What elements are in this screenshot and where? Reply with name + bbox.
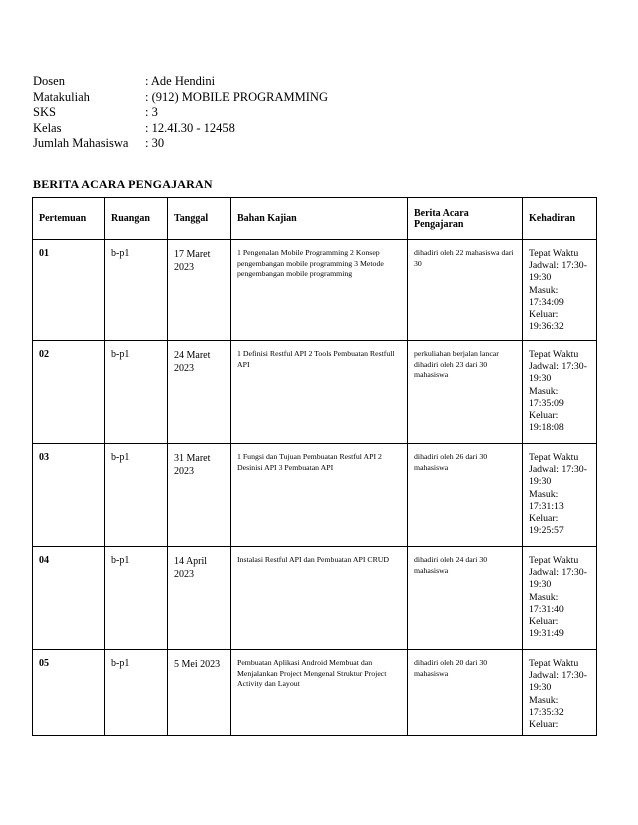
- kehadiran-status: Tepat Waktu: [529, 555, 579, 566]
- kehadiran-jadwal: Jadwal: 17:30-19:30: [529, 464, 587, 488]
- header-ruangan: Ruangan: [105, 198, 168, 240]
- cell-pertemuan: 02: [33, 341, 105, 444]
- table-row: [33, 444, 597, 547]
- cell-pertemuan: 03: [33, 444, 105, 547]
- cell-bahan-kajian: Instalasi Restful API dan Pembuatan API CRUD: [231, 547, 408, 650]
- kehadiran-jadwal: Jadwal: 17:30-19:30: [529, 361, 587, 385]
- info-kelas: [33, 121, 328, 137]
- cell-bahan-kajian: 1 Definisi Restful API 2 Tools Pembuatan Restfull API: [231, 341, 408, 444]
- table-row: [33, 547, 597, 650]
- header-pertemuan: Pertemuan: [33, 198, 105, 240]
- kehadiran-keluar: Keluar: 19:36:32: [529, 309, 564, 333]
- header-bahan-kajian: Bahan Kajian: [231, 198, 408, 240]
- cell-ruangan: b-p1: [105, 547, 168, 650]
- cell-berita-acara: dihadiri oleh 20 dari 30 mahasiswa: [408, 650, 523, 736]
- cell-berita-acara: dihadiri oleh 26 dari 30 mahasiswa: [408, 444, 523, 547]
- kehadiran-masuk: Masuk: 17:35:32: [529, 694, 564, 718]
- kehadiran-status: Tepat Waktu: [529, 452, 579, 463]
- header-berita-acara: Berita Acara Pengajaran: [408, 198, 523, 240]
- info-sks: [33, 105, 328, 121]
- cell-tanggal: 31 Maret 2023: [168, 444, 231, 547]
- kehadiran-keluar: Keluar: 19:31:49: [529, 616, 564, 640]
- kehadiran-keluar: Keluar: 19:25:57: [529, 513, 564, 537]
- cell-tanggal: 14 April 2023: [168, 547, 231, 650]
- cell-pertemuan: 01: [33, 240, 105, 341]
- course-info: [33, 74, 328, 152]
- kehadiran-keluar: Keluar: 19:18:08: [529, 410, 564, 434]
- teaching-report-table: [32, 197, 597, 736]
- info-value: : 3: [145, 105, 158, 120]
- cell-ruangan: b-p1: [105, 240, 168, 341]
- kehadiran-masuk: Masuk: 17:31:40: [529, 591, 564, 615]
- table-row: [33, 650, 597, 736]
- cell-ruangan: b-p1: [105, 341, 168, 444]
- info-label: Dosen: [33, 74, 65, 88]
- cell-berita-acara: dihadiri oleh 22 mahasiswa dari 30: [408, 240, 523, 341]
- kehadiran-masuk: Masuk: 17:34:09: [529, 284, 564, 308]
- cell-kehadiran: [523, 444, 597, 547]
- kehadiran-jadwal: Jadwal: 17:30-19:30: [529, 670, 587, 694]
- info-dosen: [33, 74, 328, 90]
- header-kehadiran: Kehadiran: [523, 198, 597, 240]
- info-label: Jumlah Mahasiswa: [33, 136, 129, 151]
- section-title: BERITA ACARA PENGAJARAN: [33, 177, 213, 191]
- info-value: : Ade Hendini: [145, 74, 216, 88]
- cell-tanggal: 5 Mei 2023: [168, 650, 231, 736]
- info-value: : (912) MOBILE PROGRAMMING: [145, 89, 328, 104]
- kehadiran-status: Tepat Waktu: [529, 248, 579, 259]
- kehadiran-masuk: Masuk: 17:31:13: [529, 488, 564, 512]
- info-matakuliah: [33, 90, 328, 106]
- cell-bahan-kajian: 1 Pengenalan Mobile Programming 2 Konsep pengembangan mobile programming 3 Metode pengembangan mobile programming: [231, 240, 408, 341]
- cell-kehadiran: [523, 547, 597, 650]
- info-label: Kelas: [33, 120, 62, 135]
- header-tanggal: Tanggal: [168, 198, 231, 240]
- table-row: [33, 341, 597, 444]
- kehadiran-status: Tepat Waktu: [529, 349, 579, 360]
- kehadiran-status: Tepat Waktu: [529, 658, 579, 669]
- table-row: [33, 240, 597, 341]
- cell-bahan-kajian: Pembuatan Aplikasi Android Membuat dan Menjalankan Project Mengenal Struktur Project Activity dan Layout: [231, 650, 408, 736]
- cell-berita-acara: perkuliahan berjalan lancar dihadiri oleh 23 dari 30 mahasiswa: [408, 341, 523, 444]
- cell-bahan-kajian: 1 Fungsi dan Tujuan Pembuatan Restful API 2 Desinisi API 3 Pembuatan API: [231, 444, 408, 547]
- cell-kehadiran: [523, 240, 597, 341]
- info-label: SKS: [33, 105, 56, 120]
- cell-tanggal: 17 Maret 2023: [168, 240, 231, 341]
- kehadiran-masuk: Masuk: 17:35:09: [529, 385, 564, 409]
- cell-ruangan: b-p1: [105, 650, 168, 736]
- cell-pertemuan: 04: [33, 547, 105, 650]
- info-jumlah-mahasiswa: [33, 136, 328, 152]
- info-label: Matakuliah: [33, 89, 90, 104]
- info-value: : 30: [145, 136, 165, 151]
- cell-tanggal: 24 Maret 2023: [168, 341, 231, 444]
- cell-ruangan: b-p1: [105, 444, 168, 547]
- table-header-row: [33, 198, 597, 240]
- kehadiran-keluar: Keluar:: [529, 719, 559, 731]
- cell-kehadiran: [523, 341, 597, 444]
- cell-berita-acara: dihadiri oleh 24 dari 30 mahasiswa: [408, 547, 523, 650]
- kehadiran-jadwal: Jadwal: 17:30-19:30: [529, 260, 587, 284]
- info-value: : 12.4I.30 - 12458: [145, 120, 235, 135]
- cell-kehadiran: [523, 650, 597, 736]
- kehadiran-jadwal: Jadwal: 17:30-19:30: [529, 567, 587, 591]
- cell-pertemuan: 05: [33, 650, 105, 736]
